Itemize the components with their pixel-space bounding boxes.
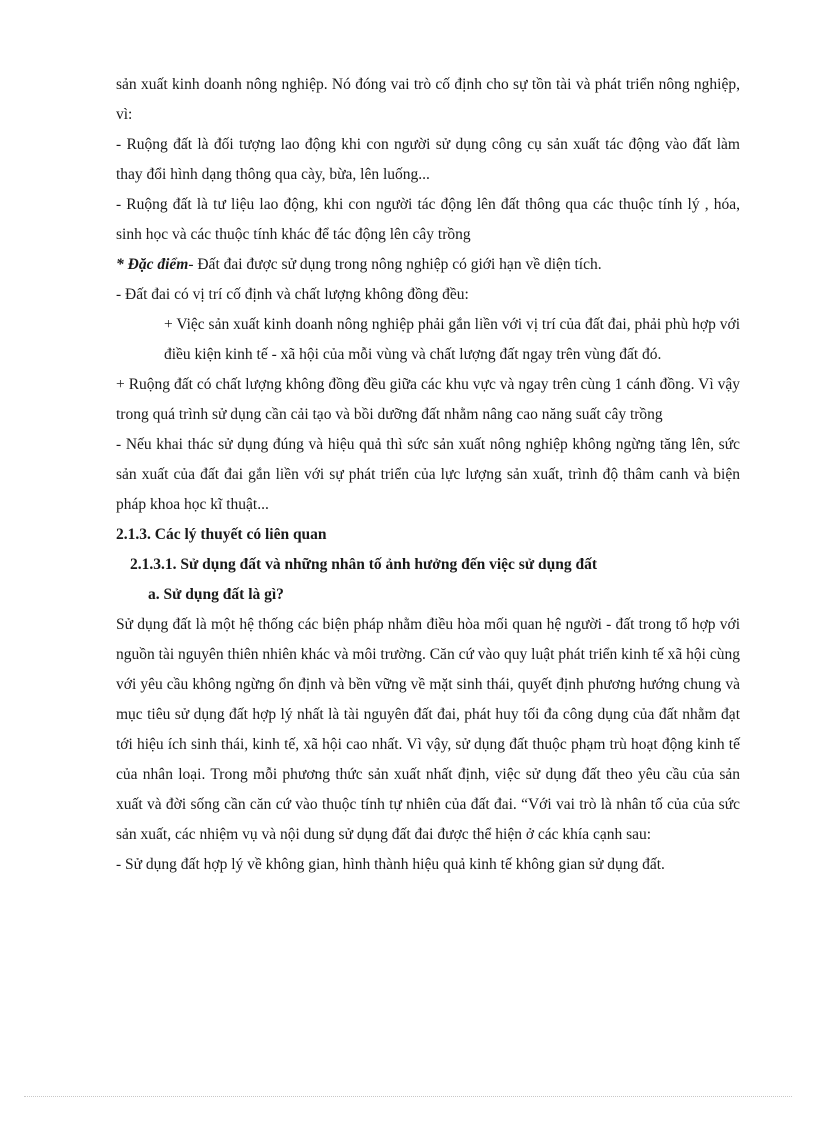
paragraph-land-use-definition: Sử dụng đất là một hệ thống các biện pháp nhằm điều hòa mối quan hệ người - đất trong tổ hợp với nguồn tài nguyên thiên nhiên khác và môi trường. Căn cứ vào quy luật phát triển kinh tế xã hội cùng với yêu cầu không ngừng ổn định và bền vững về mặt sinh thái, quyết định phương hướng chung và mục tiêu sử dụng đất hợp lý nhất là tài nguyên đất đai, phát huy tối đa công dụng của đất nhằm đạt tới hiệu ích sinh thái, kinh tế, xã hội cao nhất. Vì vậy, sử dụng đất thuộc phạm trù hoạt động kinh tế của nhân loại. Trong mỗi phương thức sản xuất nhất định, việc sử dụng đất theo yêu cầu của sản xuất và đời sống cần căn cứ vào thuộc tính tự nhiên của đất đai. “Với vai trò là nhân tố của của sức sản xuất, các nhiệm vụ và nội dung sử dụng đất đai được thể hiện ở các khía cạnh sau: (116, 616, 740, 843)
heading-2-1-3-1: 2.1.3.1. Sử dụng đất và những nhân tố ảnh hưởng đến việc sử dụng đất (130, 556, 598, 573)
paragraph-production-link: + Việc sản xuất kinh doanh nông nghiệp phải gắn liền với vị trí của đất đai, phải phù hợp với điều kiện kinh tế - xã hội của mỗi vùng và chất lượng đất ngay trên vùng đất đó. (164, 316, 740, 363)
paragraph-land-means: - Ruộng đất là tư liệu lao động, khi con người tác động lên đất thông qua các thuộc tính lý , hóa, sinh học và các thuộc tính khác để tác động lên cây trồng (116, 196, 740, 243)
heading-2-1-3: 2.1.3. Các lý thuyết có liên quan (116, 526, 327, 543)
paragraph-fixed-position: - Đất đai có vị trí cố định và chất lượng không đồng đều: (116, 286, 469, 303)
characteristics-lead: * Đặc điểm (116, 256, 189, 273)
document-page (116, 70, 740, 880)
paragraph-effective-use: - Nếu khai thác sử dụng đúng và hiệu quả thì sức sản xuất nông nghiệp không ngừng tăng lên, sức sản xuất của đất đai gắn liền với sự phát triển của lực lượng sản xuất, trình độ thâm canh và biện pháp khoa học kĩ thuật... (116, 436, 740, 513)
paragraph-intro: sản xuất kinh doanh nông nghiệp. Nó đóng vai trò cố định cho sự tồn tài và phát triển nông nghiệp, vì: (116, 76, 740, 123)
characteristics-text: - Đất đai được sử dụng trong nông nghiệp có giới hạn về diện tích. (188, 256, 602, 273)
paragraph-space-use: - Sử dụng đất hợp lý về không gian, hình thành hiệu quả kinh tế không gian sử dụng đất. (116, 856, 665, 873)
heading-a: a. Sử dụng đất là gì? (148, 586, 284, 603)
paragraph-uneven-quality: + Ruộng đất có chất lượng không đồng đều giữa các khu vực và ngay trên cùng 1 cánh đồng. Vì vậy trong quá trình sử dụng cần cải tạo và bồi dưỡng đất nhằm nâng cao năng suất cây trồng (116, 376, 740, 423)
paragraph-characteristics (116, 250, 740, 280)
paragraph-land-object: - Ruộng đất là đối tượng lao động khi con người sử dụng công cụ sản xuất tác động vào đất làm thay đổi hình dạng thông qua cày, bừa, lên luống... (116, 136, 740, 183)
page-bottom-divider (24, 1096, 792, 1097)
